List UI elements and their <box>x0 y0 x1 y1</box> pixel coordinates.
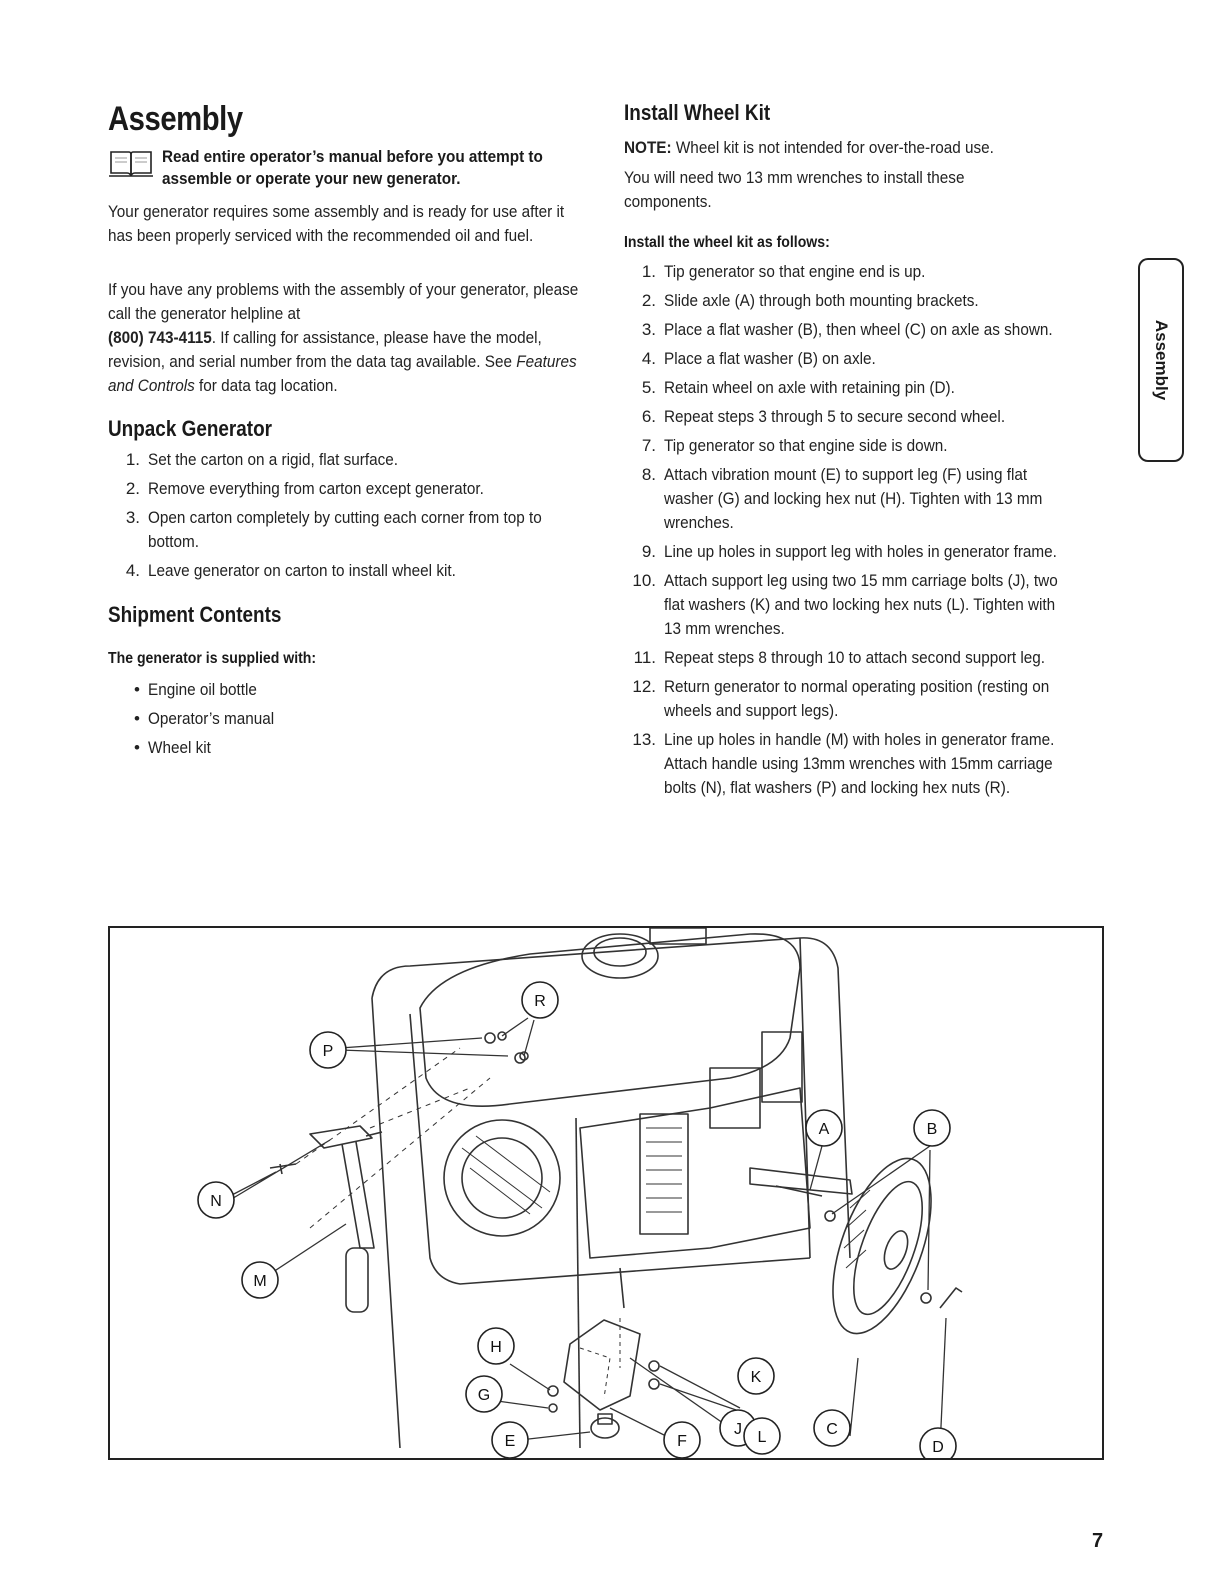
unpack-steps <box>108 448 590 583</box>
intro-paragraph-2: If you have any problems with the assembly of your generator, please call the generator helpline at (800) 743-4115. If calling for assistance, please have the model, revision, and serial number from the data tag available. See Features and Controls for data tag location. <box>108 280 579 395</box>
step-text: Tip generator so that engine side is down. <box>664 436 948 455</box>
svg-text:L: L <box>757 1429 767 1446</box>
step-item <box>624 434 1114 458</box>
step-item <box>624 646 1114 670</box>
svg-text:R: R <box>534 993 546 1010</box>
step-item <box>108 506 590 554</box>
helpline-phone: (800) 743-4115 <box>108 328 212 347</box>
svg-text:E: E <box>504 1433 516 1450</box>
step-text: Attach vibration mount (E) to support leg (F) using flat washer (G) and locking hex nut (H). Tighten with 13 mm wrenches. <box>664 465 1043 532</box>
list-item <box>108 678 590 702</box>
callout-d <box>920 1428 956 1458</box>
bullet-icon: • <box>134 738 140 757</box>
step-number: 9. <box>641 542 656 561</box>
shipment-items <box>108 678 590 760</box>
list-item-text: Operator’s manual <box>148 709 275 728</box>
assembly-illustration <box>108 926 1104 1460</box>
step-number: 4. <box>125 561 140 580</box>
callout-m <box>242 1262 278 1298</box>
svg-text:F: F <box>677 1433 687 1450</box>
step-text: Retain wheel on axle with retaining pin (D). <box>664 378 955 397</box>
svg-text:K: K <box>750 1369 762 1386</box>
step-item <box>624 405 1114 429</box>
step-item <box>624 347 1114 371</box>
read-manual-warning <box>108 146 590 190</box>
callout-g <box>466 1376 502 1412</box>
step-text: Tip generator so that engine end is up. <box>664 262 926 281</box>
callout-c <box>814 1410 850 1446</box>
features-controls-link: Features and Controls <box>108 352 577 395</box>
step-item <box>624 540 1114 564</box>
step-number: 2. <box>641 291 656 310</box>
list-item <box>108 707 590 731</box>
wheel-kit-heading: Install Wheel Kit <box>624 100 771 125</box>
callout-n <box>198 1182 234 1218</box>
svg-text:J: J <box>734 1421 742 1438</box>
unpack-heading: Unpack Generator <box>108 416 273 441</box>
section-tab <box>1138 258 1184 462</box>
step-text: Set the carton on a rigid, flat surface. <box>148 450 399 469</box>
page-title: Assembly <box>108 100 243 138</box>
step-text: Attach support leg using two 15 mm carriage bolts (J), two flat washers (K) and two locking hex nuts (L). Tighten with 13 mm wrenches. <box>664 571 1058 638</box>
list-item-text: Wheel kit <box>148 738 211 757</box>
callout-k <box>738 1358 774 1394</box>
svg-text:G: G <box>477 1387 491 1404</box>
wheel-kit-tools: You will need two 13 mm wrenches to install these components. <box>624 168 965 211</box>
step-number: 12. <box>632 677 656 696</box>
callout-f <box>664 1422 700 1458</box>
svg-text:D: D <box>932 1439 944 1456</box>
list-item <box>108 736 590 760</box>
step-text: Return generator to normal operating position (resting on wheels and support legs). <box>664 677 1050 720</box>
step-text: Line up holes in handle (M) with holes in generator frame. Attach handle using 13mm wrenches with 15mm carriage bolts (N), flat washers (P) and locking hex nuts (R). <box>664 730 1055 797</box>
callout-p <box>310 1032 346 1068</box>
shipment-heading: Shipment Contents <box>108 602 282 627</box>
svg-text:B: B <box>926 1121 938 1138</box>
step-number: 10. <box>632 571 656 590</box>
section-tab-label: Assembly <box>1152 319 1171 401</box>
step-number: 5. <box>641 378 656 397</box>
step-text: Place a flat washer (B), then wheel (C) on axle as shown. <box>664 320 1053 339</box>
step-number: 1. <box>641 262 656 281</box>
svg-text:A: A <box>818 1121 830 1138</box>
bullet-icon: • <box>134 680 140 699</box>
callout-b <box>914 1110 950 1146</box>
step-text: Line up holes in support leg with holes in generator frame. <box>664 542 1057 561</box>
step-item <box>108 559 590 583</box>
step-item <box>624 728 1114 800</box>
wheel-kit-steps <box>624 260 1114 800</box>
step-text: Repeat steps 8 through 10 to attach second support leg. <box>664 648 1046 667</box>
step-number: 4. <box>641 349 656 368</box>
shipment-subtitle: The generator is supplied with: <box>108 650 317 667</box>
page-number: 7 <box>1092 1530 1104 1552</box>
step-item <box>624 376 1114 400</box>
step-item <box>624 289 1114 313</box>
step-item <box>624 675 1114 723</box>
step-item <box>624 318 1114 342</box>
step-text: Open carton completely by cutting each corner from top to bottom. <box>148 508 542 551</box>
step-text: Repeat steps 3 through 5 to secure second wheel. <box>664 407 1006 426</box>
intro-paragraph-1: Your generator requires some assembly and is ready for use after it has been properly serviced with the recommended oil and fuel. <box>108 202 565 245</box>
wheel-kit-subtitle: Install the wheel kit as follows: <box>624 234 830 251</box>
step-number: 7. <box>641 436 656 455</box>
list-item-text: Engine oil bottle <box>148 680 257 699</box>
wheel-kit-note: NOTE: Wheel kit is not intended for over-the-road use. <box>624 138 994 157</box>
warning-text: Read entire operator’s manual before you attempt to assemble or operate your new generator. <box>162 147 543 188</box>
generator-exploded-view <box>110 928 1102 1458</box>
callout-l <box>744 1418 780 1454</box>
step-number: 3. <box>125 508 140 527</box>
callout-e <box>492 1422 528 1458</box>
step-item <box>624 463 1114 535</box>
callout-r <box>522 982 558 1018</box>
svg-text:H: H <box>490 1339 502 1356</box>
step-number: 1. <box>125 450 140 469</box>
step-number: 13. <box>632 730 656 749</box>
svg-text:N: N <box>210 1193 222 1210</box>
step-text: Remove everything from carton except generator. <box>148 479 484 498</box>
step-number: 3. <box>641 320 656 339</box>
svg-text:M: M <box>253 1273 267 1290</box>
callout-h <box>478 1328 514 1364</box>
callout-a <box>806 1110 842 1146</box>
step-number: 2. <box>125 479 140 498</box>
svg-text:C: C <box>826 1421 838 1438</box>
step-number: 8. <box>641 465 656 484</box>
svg-text:P: P <box>322 1043 334 1060</box>
step-text: Leave generator on carton to install wheel kit. <box>148 561 456 580</box>
step-number: 11. <box>633 648 656 667</box>
step-item <box>108 448 590 472</box>
step-item <box>108 477 590 501</box>
manual-book-icon <box>108 148 154 178</box>
step-item <box>624 260 1114 284</box>
step-item <box>624 569 1114 641</box>
step-number: 6. <box>641 407 656 426</box>
bullet-icon: • <box>134 709 140 728</box>
step-text: Place a flat washer (B) on axle. <box>664 349 876 368</box>
step-text: Slide axle (A) through both mounting brackets. <box>664 291 979 310</box>
